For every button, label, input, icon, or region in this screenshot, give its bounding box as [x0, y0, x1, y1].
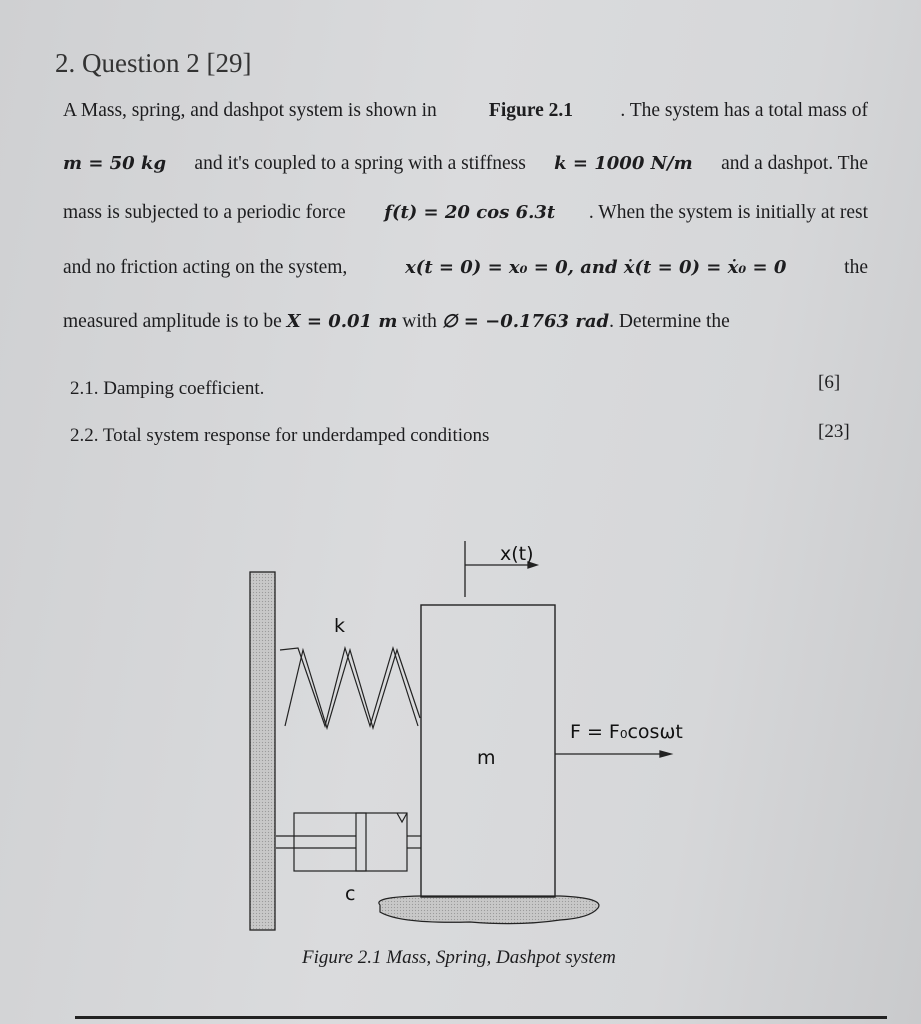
marks-2-1: [6]	[818, 372, 841, 393]
paragraph-text: the	[839, 257, 868, 278]
paragraph-text: A Mass, spring, and dashpot system is shown in	[63, 100, 442, 121]
force-arrow	[555, 751, 671, 757]
force-label: F = F₀cosωt	[570, 721, 683, 743]
ground	[379, 896, 599, 924]
paragraph-text: . When the system is initially at rest	[588, 202, 868, 223]
subquestion-2-1: 2.1. Damping coefficient.	[70, 378, 265, 399]
paragraph-text: . The system has a total mass of	[620, 100, 868, 121]
bottom-rule	[75, 1016, 887, 1019]
subquestion-2-2: 2.2. Total system response for underdamped conditions	[70, 425, 490, 446]
math-expression: f(t) = 20 cos 6.3t	[384, 202, 556, 223]
mass-label: m	[477, 747, 496, 769]
paragraph-text: and no friction acting on the system,	[63, 257, 353, 278]
dashpot	[276, 813, 421, 871]
math-expression: m = 50 kg	[63, 153, 167, 174]
paragraph-text: . Determine the	[609, 311, 730, 332]
question-heading: 2. Question 2 [29]	[55, 48, 252, 78]
damper-label: c	[345, 883, 356, 905]
spring-label: k	[334, 615, 346, 637]
marks-2-2: [23]	[818, 421, 850, 442]
math-expression: ∅ = −0.1763 rad	[441, 311, 610, 332]
math-expression: x(t = 0) = x₀ = 0, and ẋ(t = 0) = ẋ₀ = 0	[405, 257, 787, 278]
figure-caption: Figure 2.1 Mass, Spring, Dashpot system	[302, 947, 616, 968]
wall	[250, 572, 275, 930]
displacement-label: x(t)	[500, 543, 534, 565]
paragraph-text: Figure 2.1	[488, 100, 574, 121]
paragraph-text: with	[397, 311, 442, 332]
math-expression: k = 1000 N/m	[554, 153, 693, 174]
paragraph-text: measured amplitude is to be	[63, 311, 287, 332]
paragraph-text: and it's coupled to a spring with a stiffness	[189, 153, 531, 174]
math-expression: X = 0.01 m	[286, 311, 398, 332]
spring	[280, 648, 420, 728]
paragraph-text: and a dashpot. The	[716, 153, 868, 174]
paragraph-text: mass is subjected to a periodic force	[63, 202, 351, 223]
